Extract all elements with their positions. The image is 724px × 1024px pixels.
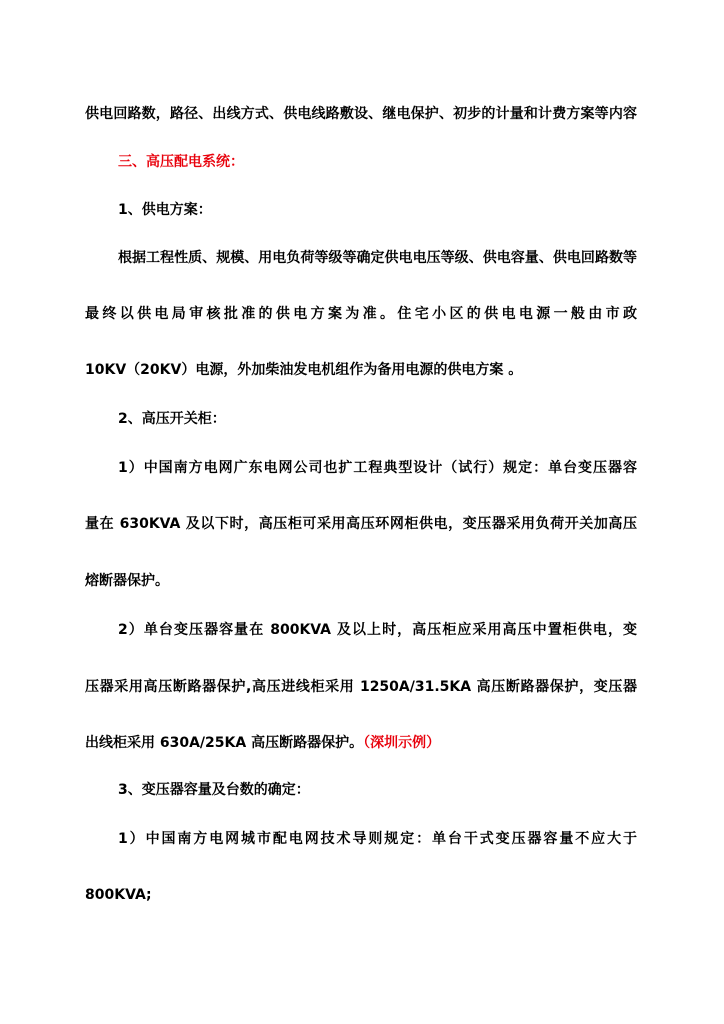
text-line: 供电回路数，路径、出线方式、供电线路敷设、继电保护、初步的计量和计费方案等内容 xyxy=(85,106,637,122)
text-line: 1）中国南方电网城市配电网技术导则规定：单台干式变压器容量不应大于 xyxy=(118,831,637,847)
subsection-heading: 2、高压开关柜： xyxy=(118,411,226,427)
subsection-heading: 3、变压器容量及台数的确定： xyxy=(118,782,310,798)
subsection-heading: 1、供电方案： xyxy=(118,202,212,218)
section-heading: 三、高压配电系统： xyxy=(118,154,244,170)
text-line: 1）中国南方电网广东电网公司也扩工程典型设计（试行）规定：单台变压器容 xyxy=(118,460,637,476)
text-run: 出线柜采用 630A/25KA 高压断路器保护。 xyxy=(85,735,364,751)
text-line: 量在 630KVA 及以下时，高压柜可采用高压环网柜供电，变压器采用负荷开关加高压 xyxy=(85,516,637,532)
text-line: 根据工程性质、规模、用电负荷等级等确定供电电压等级、供电容量、供电回路数等 xyxy=(118,250,637,266)
text-line: 2）单台变压器容量在 800KVA 及以上时，高压柜应采用高压中置柜供电，变 xyxy=(118,622,637,638)
text-line xyxy=(85,733,637,753)
text-line: 10KV（20KV）电源，外加柴油发电机组作为备用电源的供电方案 。 xyxy=(85,362,523,378)
text-line: 最终以供电局审核批准的供电方案为准。住宅小区的供电电源一般由市政 xyxy=(85,306,637,322)
text-line: 熔断器保护。 xyxy=(85,573,169,589)
note-red: （深圳示例） xyxy=(363,735,441,751)
text-line: 压器采用高压断路器保护,高压进线柜采用 1250A/31.5KA 高压断路器保护，变压器 xyxy=(85,679,637,695)
text-line: 800KVA; xyxy=(85,887,152,903)
